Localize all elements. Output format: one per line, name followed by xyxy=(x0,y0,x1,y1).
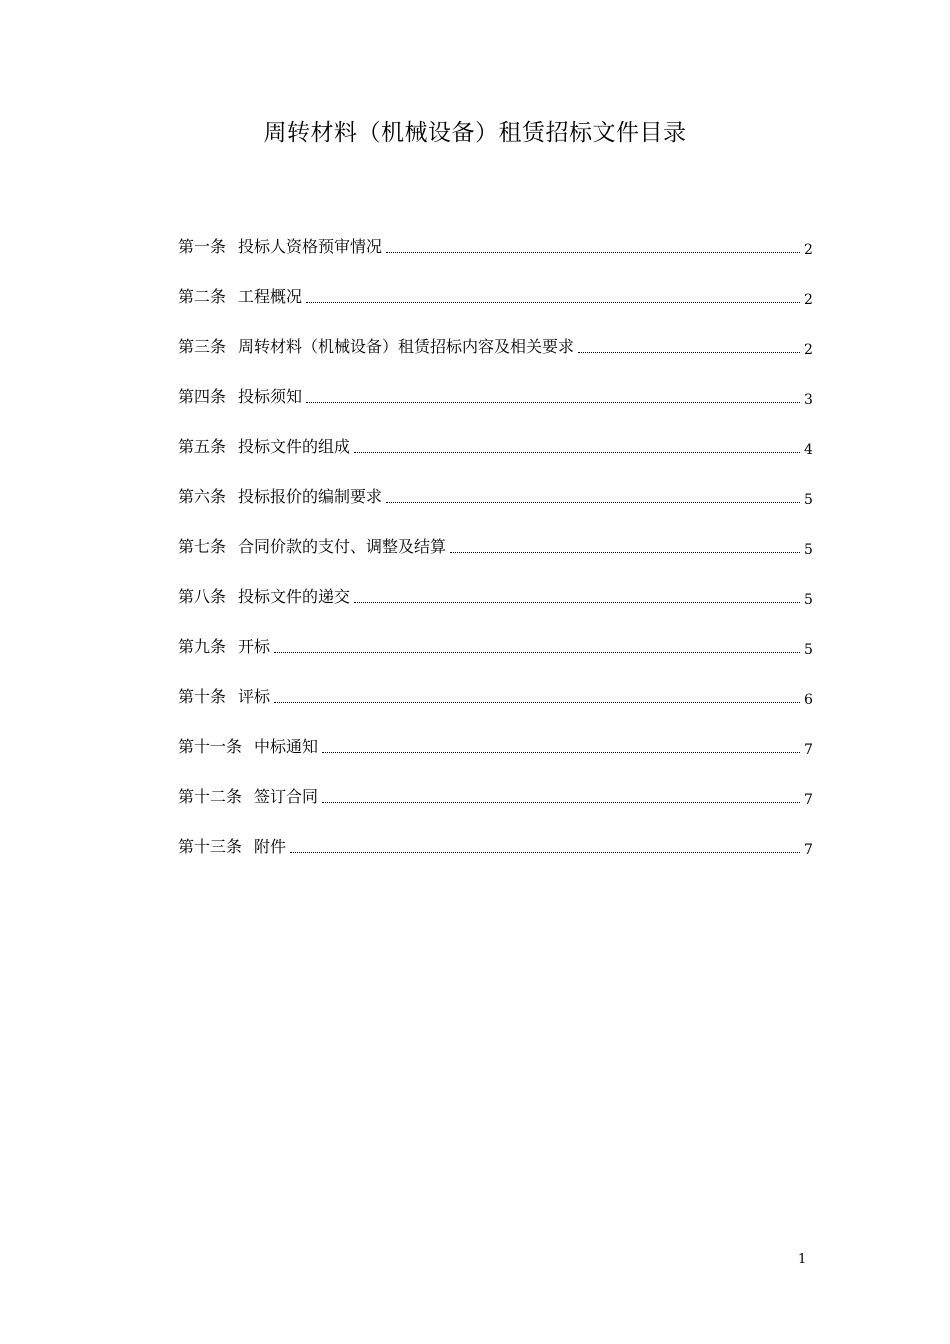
toc-entry[interactable] xyxy=(178,522,818,572)
toc-entry-number: 第五条 xyxy=(178,437,227,456)
toc-entry-page: 6 xyxy=(804,692,813,708)
toc-leader-dots xyxy=(306,402,800,403)
toc-entry-page: 7 xyxy=(804,842,813,858)
toc-entry-number: 第八条 xyxy=(178,587,227,606)
toc-entry-page: 2 xyxy=(804,342,813,358)
toc-entry-number: 第十条 xyxy=(178,687,227,706)
toc-entry-label xyxy=(178,685,270,709)
toc-entry-title: 投标报价的编制要求 xyxy=(238,487,383,506)
toc-entry-title: 投标文件的组成 xyxy=(238,437,351,456)
toc-entry-label xyxy=(178,535,446,559)
toc-entry-label xyxy=(178,735,318,759)
toc-entry-title: 投标人资格预审情况 xyxy=(238,237,383,256)
toc-entry[interactable] xyxy=(178,822,818,872)
toc-entry[interactable] xyxy=(178,372,818,422)
toc-entry-number: 第四条 xyxy=(178,387,227,406)
toc-entry-number: 第十一条 xyxy=(178,737,243,756)
toc-entry-number: 第一条 xyxy=(178,237,227,256)
toc-leader-dots xyxy=(450,552,800,553)
toc-leader-dots xyxy=(386,502,800,503)
toc-entry-label xyxy=(178,435,350,459)
toc-entry-page: 5 xyxy=(804,642,813,658)
toc-leader-dots xyxy=(354,452,800,453)
toc-entry-title: 投标文件的递交 xyxy=(238,587,351,606)
toc-entry-label xyxy=(178,785,318,809)
toc-leader-dots xyxy=(274,652,800,653)
toc-entry-label xyxy=(178,635,270,659)
toc-entry-title: 合同价款的支付、调整及结算 xyxy=(238,537,447,556)
toc-entry[interactable] xyxy=(178,272,818,322)
toc-entry[interactable] xyxy=(178,222,818,272)
toc-entry-page: 5 xyxy=(804,542,813,558)
toc-leader-dots xyxy=(290,852,800,853)
toc-entry-label xyxy=(178,285,302,309)
toc-entry-number: 第七条 xyxy=(178,537,227,556)
toc-entry-number: 第九条 xyxy=(178,637,227,656)
toc-leader-dots xyxy=(578,352,800,353)
toc-entry-label xyxy=(178,585,350,609)
toc-entry[interactable] xyxy=(178,422,818,472)
toc-entry-number: 第六条 xyxy=(178,487,227,506)
toc-entry-label xyxy=(178,385,302,409)
toc-entry-title: 中标通知 xyxy=(254,737,319,756)
toc-entry[interactable] xyxy=(178,772,818,822)
toc-entry[interactable] xyxy=(178,572,818,622)
toc-entry[interactable] xyxy=(178,622,818,672)
toc-entry-number: 第三条 xyxy=(178,337,227,356)
toc-entry-page: 5 xyxy=(804,492,813,508)
toc-entry-number: 第二条 xyxy=(178,287,227,306)
toc-entry-page: 3 xyxy=(804,392,813,408)
toc-entry-title: 签订合同 xyxy=(254,787,319,806)
toc-entry-title: 附件 xyxy=(254,837,287,856)
toc-leader-dots xyxy=(274,702,800,703)
toc-entry-label xyxy=(178,485,382,509)
toc-entry-page: 7 xyxy=(804,742,813,758)
toc-entry-title: 投标须知 xyxy=(238,387,303,406)
toc-entry[interactable] xyxy=(178,722,818,772)
toc-entry[interactable] xyxy=(178,472,818,522)
toc-entry-title: 工程概况 xyxy=(238,287,303,306)
toc-entry-title: 评标 xyxy=(238,687,271,706)
toc-entry-page: 2 xyxy=(804,292,813,308)
toc-entry-title: 开标 xyxy=(238,637,271,656)
toc-leader-dots xyxy=(354,602,800,603)
toc-entry-page: 7 xyxy=(804,792,813,808)
toc-leader-dots xyxy=(322,802,800,803)
toc-entry-label xyxy=(178,235,382,259)
toc-entry-number: 第十二条 xyxy=(178,787,243,806)
toc-entry-label xyxy=(178,335,574,359)
toc-entry-label xyxy=(178,835,286,859)
toc-entry-page: 4 xyxy=(804,442,813,458)
toc-entry-number: 第十三条 xyxy=(178,837,243,856)
toc-leader-dots xyxy=(386,252,800,253)
toc-entry-page: 5 xyxy=(804,592,813,608)
toc-entry[interactable] xyxy=(178,672,818,722)
table-of-contents xyxy=(178,222,818,872)
toc-leader-dots xyxy=(322,752,800,753)
toc-leader-dots xyxy=(306,302,800,303)
page-number: 1 xyxy=(798,1252,807,1267)
toc-entry[interactable] xyxy=(178,322,818,372)
toc-entry-title: 周转材料（机械设备）租赁招标内容及相关要求 xyxy=(238,337,575,356)
toc-entry-page: 2 xyxy=(804,242,813,258)
document-title: 周转材料（机械设备）租赁招标文件目录 xyxy=(263,120,687,146)
